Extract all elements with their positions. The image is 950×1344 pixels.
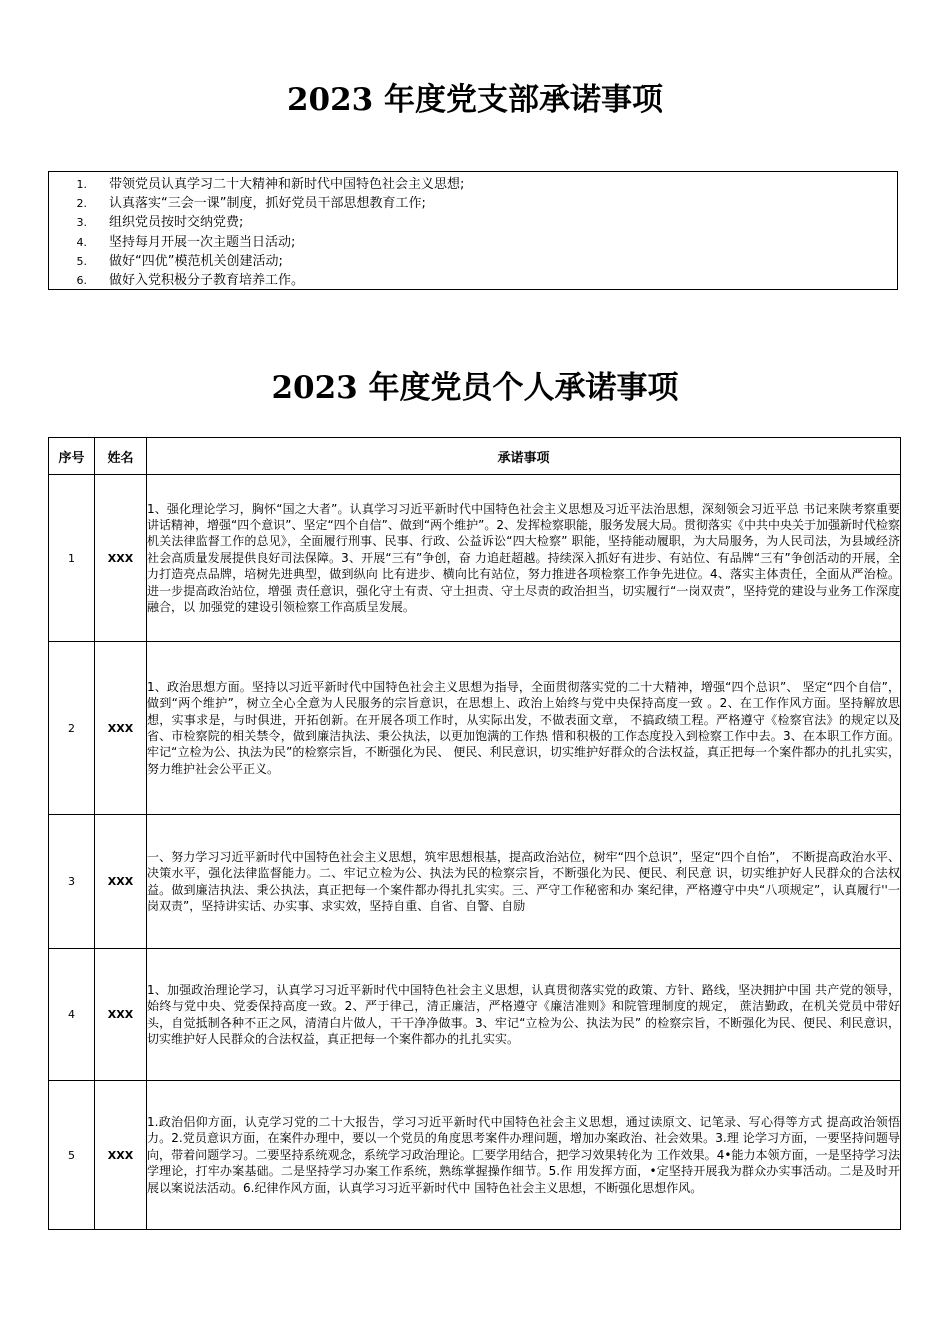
list-item-text: 坚持每月开展一次主题当日活动;	[109, 234, 296, 250]
branch-commitments-box	[48, 171, 898, 290]
cell-no: 2	[49, 642, 95, 815]
header-name: 姓名	[95, 438, 147, 475]
list-item	[49, 233, 897, 252]
cell-name: XXX	[95, 475, 147, 642]
list-item	[49, 213, 897, 232]
table-row	[49, 815, 901, 949]
cell-commitment: 1、加强政治理论学习，认真学习习近平新时代中国特色社会主义思想，认真贯彻落实党的政策、方针、路线，坚决拥护中国 共产党的领导，始终与党中央、党委保持高度一致。2、严于律己，清正廉洁，严格遵守《廉洁准则》和院管理制度的规定， 蔗洁勤政，在机关党员中带好头，自觉抵制各种不正之风，清清白片做人，干干净净做事。3、牢记“立检为公、执法为民” 的检察宗旨，不断强化为民、便民、利民意识，切实维护好人民群众的合法权益，真正把每一个案件都办的扎扎实实。	[147, 949, 901, 1081]
list-item	[49, 194, 897, 213]
list-item-number: 4.	[76, 235, 87, 249]
member-commitments-table	[48, 437, 901, 1230]
cell-no: 5	[49, 1081, 95, 1230]
list-item-number: 3.	[76, 216, 87, 230]
cell-name: XXX	[95, 642, 147, 815]
cell-commitment: 1.政治侣仰方面，认克学习党的二十大报告，学习习近平新时代中国特色社会主义思想，通过读原文、记笔录、写心得等方式 提高政治领悟力。2.党员意识方面，在案件办理中，要以一个党员的角度思考案件办理问题，增加办案政治、社会效果。3.理 论学习方面，一要坚持问题导向，带着问题学习。二要坚持系统观念，系统学习政治理论。匚要学用结合，把学习效果转化为 工作效果。4•能力本领方面，一是坚持学习法学理论，打牢办案基础。二是坚持学习办案工作系统，熟练掌握操作细节。5.作 用发挥方面，•定坚持开展我为群众办实事活动。二是及时开展以案说法活动。6.纪律作风方面，认真学习习近平新时代中 国特色社会主义思想，不断强化思想作风。	[147, 1081, 901, 1230]
table-row	[49, 1081, 901, 1230]
list-item-text: 组织党员按时交纳党费;	[109, 215, 244, 231]
cell-no: 4	[49, 949, 95, 1081]
member-commitments-title: 2023 年度党员个人承诺事项	[271, 370, 679, 406]
list-item	[49, 175, 897, 194]
list-item-number: 6.	[76, 273, 87, 287]
cell-name: XXX	[95, 949, 147, 1081]
table-row	[49, 949, 901, 1081]
table-header-row	[49, 438, 901, 475]
table-row	[49, 642, 901, 815]
list-item-number: 5.	[76, 254, 87, 268]
list-item-text: 做好入党积极分子教育培养工作。	[109, 272, 305, 288]
cell-commitment: 1、政治思想方面。坚持以习近平新时代中国特色社会主义思想为指导，全面贯彻落实党的二十大精神，增强“四个总识”、 坚定“四个自信”，做到“两个维护”，树立全心全意为人民服务的宗旨意识，在思想上、政治上始终与党中央保持高度一致 。2、在工作作风方面。坚持解放思想，实事求是，与时俱进，开拓创新。在开展各项工作时，从实际出发，不做表面文章， 不搞政绩工程。严格遵守《检察官法》的规定以及省、市检察院的相关禁令，做到廉洁执法、秉公执法，以更加饱满的工作热 惜和积极的工作态度投入到检察工作中去。3、在本职工作方面。牢记“立检为公、执法为民”的检察宗旨，不断强化为民、 便民、利民意识，切实维护好群众的合法权益，真正把每一个案件都办的扎扎实实，努力维护社会公平正义。	[147, 642, 901, 815]
list-item-number: 2.	[76, 197, 87, 211]
table-row	[49, 475, 901, 642]
list-item-text: 认真落实“三会一课”制度，抓好党员干部思想教育工作;	[109, 196, 426, 212]
header-no: 序号	[49, 438, 95, 475]
list-item	[49, 252, 897, 271]
cell-commitment: 一、努力学习习近平新时代中国特色社会主义思想，筑牢思想根基，提高政治站位，树牢“四个总识”，坚定“四个自怡”， 不断提高政治水平、决策水平，强化法律监督能力。二、牢记立检为公、执法为民的检察宗旨，不断强化为民、便民、利民意 识，切实维护好人民群众的合法权益。做到廉洁执法、秉公执法，真正把每一个案件都办得扎扎实实。三、严守工作秘密和办 案纪律，严格遵守中央“八项规定”，认真履行''一岗双责”，坚持讲实话、办实事、求实效，坚持自重、自省、自警、自励	[147, 815, 901, 949]
cell-commitment: 1、强化理论学习，胸怀“国之大者”。认真学习习近平新时代中国特色社会主义思想及习近平法治思想，深刻领会习近平总 书记来陕考察重要讲话精神，增强“四个意识”、坚定“四个自信”、做到“两个维护”。2、发挥检察职能，服务发展大局。贯彻落实《中共中央关于加强新时代检察机关法律监督工作的总见》，全面履行刑事、民事、行政、公益诉讼“四大检察” 职能，坚持能动履职，为大局服务，为人民司法，为县域经济社会高质量发展提供良好司法保障。3、开展“三有”争创，奋 力追赶超越。持续深入抓好有进步、有站位、有品牌“三有”争创活动的开展，全力打造亮点品牌，培树先进典型，做到纵向 比有进步、横向比有站位，努力推进各项检察工作争先进位。4、落实主体责任，全面从严治检。进一步提高政治站位，增强 责任意识，强化守土有责、守土担责、守土尽责的政治担当，切实履行“一岗双责”，坚持党的建设与业务工作深度融合，以 加强党的建设引领检察工作高质呈发展。	[147, 475, 901, 642]
list-item-number: 1.	[76, 178, 87, 191]
header-commitment: 承诺事项	[147, 438, 901, 475]
list-item-text: 带领党员认真学习二十大精神和新时代中国特色社会主义思想;	[109, 177, 465, 192]
list-item-text: 做好“四优”模范机关创建活动;	[109, 253, 283, 269]
cell-no: 1	[49, 475, 95, 642]
list-item	[49, 271, 897, 290]
cell-no: 3	[49, 815, 95, 949]
cell-name: XXX	[95, 815, 147, 949]
cell-name: XXX	[95, 1081, 147, 1230]
branch-commitments-title: 2023 年度党支部承诺事项	[286, 82, 664, 118]
